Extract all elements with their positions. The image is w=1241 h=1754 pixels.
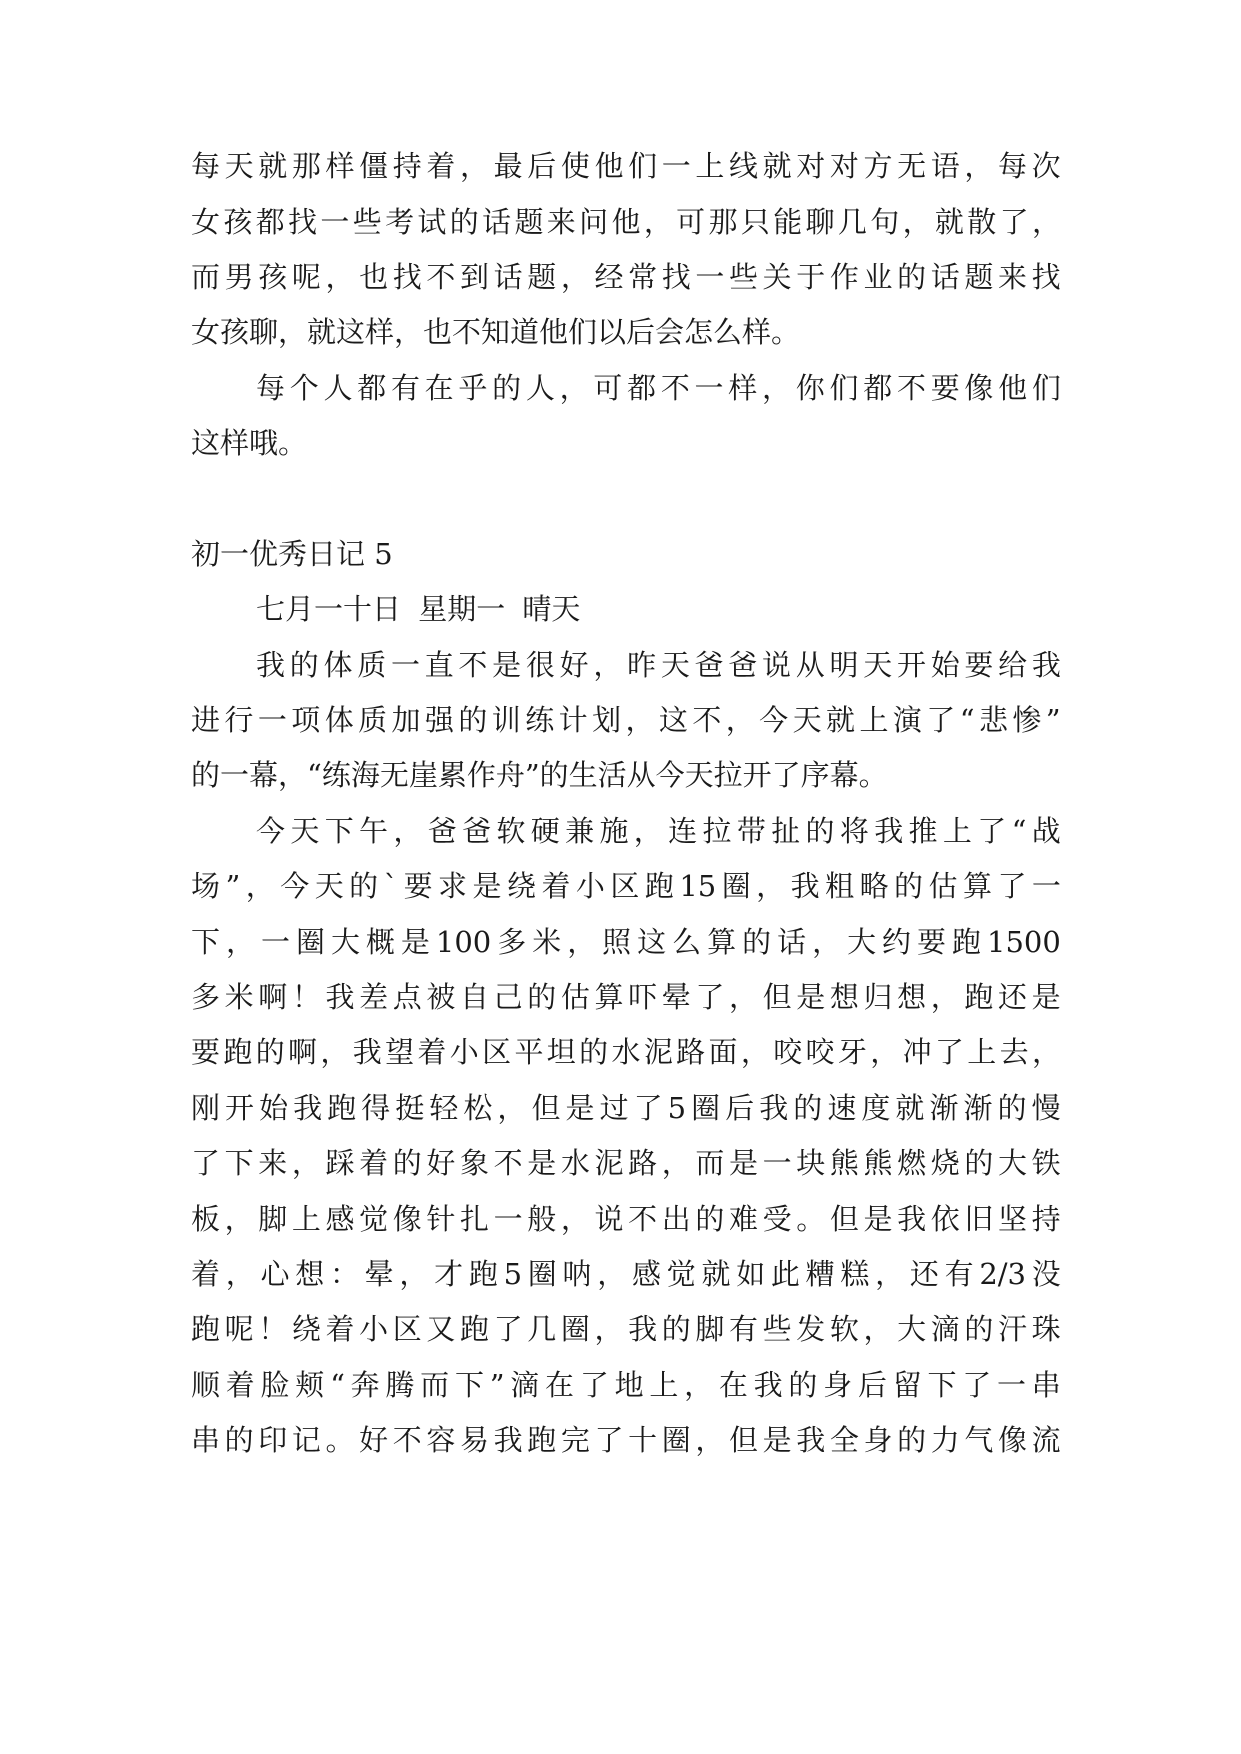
paragraph-line: 顺 着 脸 颊 “ 奔 腾 而 下 ” 滴 在 了 地 上 ， 在 我 的 身 后 留 下 了 一 串 <box>191 1368 1061 1402</box>
section-title: 初一优秀日记 5 <box>191 537 393 571</box>
paragraph-line: 跑 呢 ！ 绕 着 小 区 又 跑 了 几 圈 ， 我 的 脚 有 些 发 软 ， 大 滴 的 汗 珠 <box>191 1312 1061 1346</box>
paragraph-line: 板 ， 脚 上 感 觉 像 针 扎 一 般 ， 说 不 出 的 难 受 。 但 是 我 依 旧 坚 持 <box>191 1202 1061 1236</box>
paragraph-line: 的一幕，“练海无崖累作舟”的生活从今天拉开了序幕。 <box>191 758 888 792</box>
paragraph-line: 我 的 体 质 一 直 不 是 很 好 ， 昨 天 爸 爸 说 从 明 天 开 始 要 给 我 <box>256 648 1061 682</box>
paragraph-line: 了 下 来 ， 踩 着 的 好 象 不 是 水 泥 路 ， 而 是 一 块 熊 熊 燃 烧 的 大 铁 <box>191 1146 1061 1180</box>
paragraph-line: 而 男 孩 呢 ， 也 找 不 到 话 题 ， 经 常 找 一 些 关 于 作 业 的 话 题 来 找 <box>191 260 1061 294</box>
paragraph-line: 这样哦。 <box>191 426 308 460</box>
paragraph-line: 进 行 一 项 体 质 加 强 的 训 练 计 划 ， 这 不 ， 今 天 就 上 演 了 “ 悲 惨 ” <box>191 703 1061 737</box>
paragraph-line: 每 个 人 都 有 在 乎 的 人 ， 可 都 不 一 样 ， 你 们 都 不 要 像 他 们 <box>256 371 1061 405</box>
paragraph-line: 串 的 印 记 。 好 不 容 易 我 跑 完 了 十 圈 ， 但 是 我 全 身 的 力 气 像 流 <box>191 1423 1061 1457</box>
paragraph-line: 每 天 就 那 样 僵 持 着 ， 最 后 使 他 们 一 上 线 就 对 对 方 无 语 ， 每 次 <box>191 149 1061 183</box>
paragraph-line: 刚 开 始 我 跑 得 挺 轻 松 ， 但 是 过 了 5 圈 后 我 的 速 度 就 渐 渐 的 慢 <box>191 1091 1061 1125</box>
paragraph-line: 着 ， 心 想 ： 晕 ， 才 跑 5 圈 呐 ， 感 觉 就 如 此 糟 糕 ， 还 有 2/3 没 <box>191 1257 1061 1291</box>
paragraph-line: 场 ” ， 今 天 的 ` 要 求 是 绕 着 小 区 跑 15 圈 ， 我 粗 略 的 估 算 了 一 <box>191 869 1061 903</box>
date-line: 七月一十日 星期一 晴天 <box>256 592 581 626</box>
paragraph-line: 女孩聊，就这样，也不知道他们以后会怎么样。 <box>191 315 801 349</box>
paragraph-line: 女 孩 都 找 一 些 考 试 的 话 题 来 问 他 ， 可 那 只 能 聊 几 句 ， 就 散 了 ， <box>191 205 1061 239</box>
paragraph-line: 下 ， 一 圈 大 概 是 100 多 米 ， 照 这 么 算 的 话 ， 大 约 要 跑 1500 <box>191 925 1061 959</box>
paragraph-line: 多 米 啊 ！ 我 差 点 被 自 己 的 估 算 吓 晕 了 ， 但 是 想 归 想 ， 跑 还 是 <box>191 980 1061 1014</box>
paragraph-line: 今 天 下 午 ， 爸 爸 软 硬 兼 施 ， 连 拉 带 扯 的 将 我 推 上 了 “ 战 <box>256 814 1061 848</box>
paragraph-line: 要 跑 的 啊 ， 我 望 着 小 区 平 坦 的 水 泥 路 面 ， 咬 咬 牙 ， 冲 了 上 去 ， <box>191 1035 1061 1069</box>
